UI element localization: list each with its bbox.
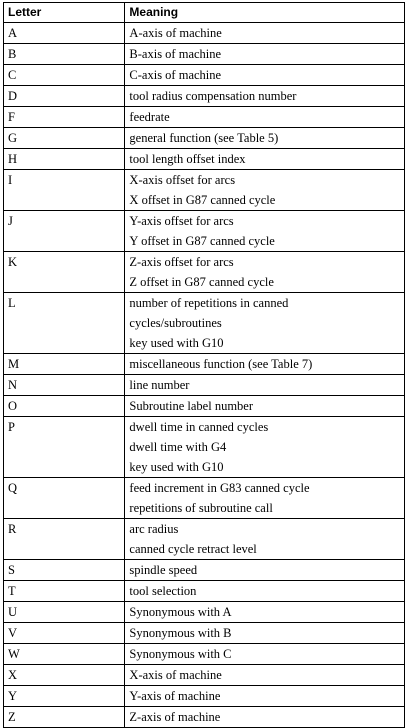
letter-cell: J (4, 211, 125, 252)
meaning-line: Y-axis of machine (129, 689, 221, 703)
table-row (4, 170, 405, 211)
table-row (4, 149, 405, 170)
meaning-line: X-axis of machine (129, 668, 222, 682)
meaning-line: miscellaneous function (see Table 7) (129, 357, 313, 371)
meaning-cell (125, 707, 405, 728)
letter-cell: W (4, 644, 125, 665)
header-meaning: Meaning (125, 3, 405, 23)
meaning-line: number of repetitions in canned (129, 296, 289, 310)
meaning-cell (125, 293, 405, 354)
table-row (4, 293, 405, 354)
meaning-line: arc radius (129, 522, 179, 536)
meaning-line: dwell time in canned cycles (129, 420, 269, 434)
letter-cell: M (4, 354, 125, 375)
meaning-cell (125, 417, 405, 478)
meaning-line: Synonymous with A (129, 605, 232, 619)
header-letter: Letter (4, 3, 125, 23)
letter-cell: F (4, 107, 125, 128)
letter-cell: G (4, 128, 125, 149)
letter-cell: S (4, 560, 125, 581)
meaning-cell (125, 560, 405, 581)
meaning-line: B-axis of machine (129, 47, 222, 61)
meaning-line: Z offset in G87 canned cycle (129, 275, 274, 289)
meaning-line: dwell time with G4 (129, 440, 227, 454)
meaning-cell (125, 23, 405, 44)
letter-cell: P (4, 417, 125, 478)
letter-cell: H (4, 149, 125, 170)
meaning-cell (125, 354, 405, 375)
meaning-cell (125, 396, 405, 417)
meaning-line: Subroutine label number (129, 399, 254, 413)
table-row (4, 128, 405, 149)
meaning-line: tool length offset index (129, 152, 246, 166)
table-row (4, 65, 405, 86)
table-row (4, 686, 405, 707)
letter-cell: R (4, 519, 125, 560)
meaning-line: cycles/subroutines (129, 316, 222, 330)
table-row (4, 519, 405, 560)
meaning-cell (125, 375, 405, 396)
table-row (4, 396, 405, 417)
header-row (4, 3, 405, 23)
meaning-cell (125, 44, 405, 65)
table-row (4, 107, 405, 128)
meaning-cell (125, 623, 405, 644)
meaning-line: tool selection (129, 584, 197, 598)
letter-cell: Y (4, 686, 125, 707)
table-body (4, 23, 405, 728)
meaning-cell (125, 686, 405, 707)
letter-cell: D (4, 86, 125, 107)
meaning-line: feed increment in G83 canned cycle (129, 481, 310, 495)
letter-cell: K (4, 252, 125, 293)
letter-cell: I (4, 170, 125, 211)
letter-cell: Q (4, 478, 125, 519)
table-row (4, 86, 405, 107)
meaning-line: Synonymous with C (129, 647, 232, 661)
meaning-cell (125, 107, 405, 128)
meaning-line: line number (129, 378, 190, 392)
letter-cell: O (4, 396, 125, 417)
table-row (4, 623, 405, 644)
meaning-cell (125, 252, 405, 293)
table-row (4, 211, 405, 252)
meaning-line: C-axis of machine (129, 68, 222, 82)
meaning-line: key used with G10 (129, 336, 224, 350)
meaning-cell (125, 128, 405, 149)
meaning-line: A-axis of machine (129, 26, 222, 40)
letter-cell: Z (4, 707, 125, 728)
meaning-line: general function (see Table 5) (129, 131, 279, 145)
meaning-cell (125, 644, 405, 665)
meaning-line: Z-axis offset for arcs (129, 255, 234, 269)
meaning-line: Y offset in G87 canned cycle (129, 234, 275, 248)
meaning-line: Synonymous with B (129, 626, 232, 640)
meaning-cell (125, 149, 405, 170)
meaning-line: feedrate (129, 110, 170, 124)
meaning-line: spindle speed (129, 563, 198, 577)
table-row (4, 602, 405, 623)
letter-cell: L (4, 293, 125, 354)
table-row (4, 417, 405, 478)
meaning-cell (125, 65, 405, 86)
meaning-cell (125, 519, 405, 560)
meaning-line: X offset in G87 canned cycle (129, 193, 276, 207)
table-row (4, 478, 405, 519)
letter-cell: X (4, 665, 125, 686)
meaning-cell (125, 602, 405, 623)
meaning-line: Z-axis of machine (129, 710, 221, 724)
meaning-line: canned cycle retract level (129, 542, 257, 556)
table-row (4, 581, 405, 602)
letter-cell: A (4, 23, 125, 44)
meaning-cell (125, 211, 405, 252)
table-row (4, 665, 405, 686)
meaning-line: Y-axis offset for arcs (129, 214, 234, 228)
letter-cell: C (4, 65, 125, 86)
meaning-line: key used with G10 (129, 460, 224, 474)
letter-cell: V (4, 623, 125, 644)
table-row (4, 252, 405, 293)
letter-cell: N (4, 375, 125, 396)
table-row (4, 23, 405, 44)
meaning-cell (125, 478, 405, 519)
table-row (4, 560, 405, 581)
letter-cell: U (4, 602, 125, 623)
table-row (4, 375, 405, 396)
table-row (4, 707, 405, 728)
table-row (4, 354, 405, 375)
meaning-line: tool radius compensation number (129, 89, 297, 103)
meaning-cell (125, 170, 405, 211)
meaning-cell (125, 86, 405, 107)
table-row (4, 644, 405, 665)
letter-cell: B (4, 44, 125, 65)
meaning-cell (125, 581, 405, 602)
meaning-line: X-axis offset for arcs (129, 173, 236, 187)
meaning-cell (125, 665, 405, 686)
meaning-line: repetitions of subroutine call (129, 501, 273, 515)
table-row (4, 44, 405, 65)
letter-cell: T (4, 581, 125, 602)
letter-meaning-table (3, 2, 405, 728)
table-header (4, 3, 405, 23)
